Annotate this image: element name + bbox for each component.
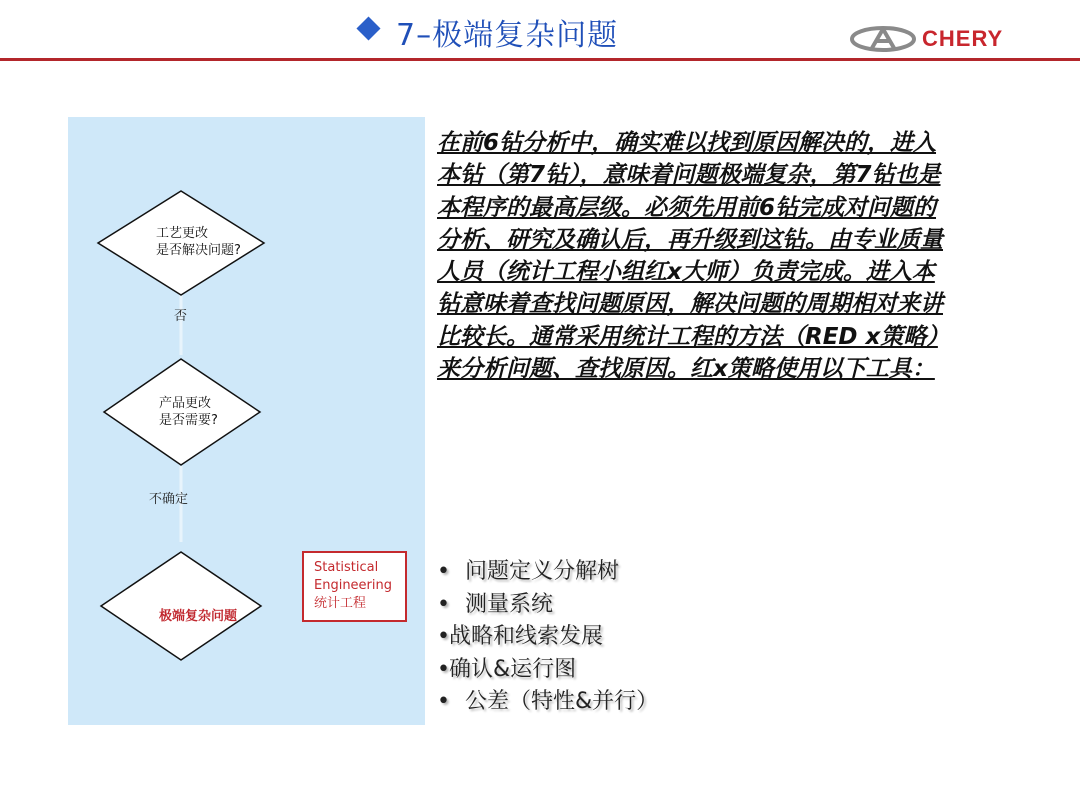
bullet-icon: • [437, 559, 450, 584]
list-item [437, 654, 837, 687]
tool-label: 战略和线索发展 [449, 624, 604, 649]
tool-label: 公差（特性&并行） [465, 689, 659, 714]
list-item [437, 589, 837, 622]
se-line-1: Statistical [314, 560, 379, 575]
diamond-label-1-line2: 是否解决问题? [156, 243, 241, 258]
bullet-icon: • [437, 689, 450, 714]
diamond-label-3: 极端复杂问题 [159, 609, 238, 624]
list-item [437, 621, 837, 654]
list-item [437, 686, 837, 719]
diamond-label-2 [159, 395, 218, 429]
diamond-label-2-line2: 是否需要? [159, 413, 218, 428]
statistical-engineering-box [302, 551, 407, 622]
edge-label-uncertain: 不确定 [149, 492, 189, 507]
flowchart-panel [68, 117, 425, 725]
tools-list [437, 556, 837, 719]
edge-label-no: 否 [174, 309, 188, 324]
logo-wordmark: CHERY [922, 26, 1004, 51]
list-item [437, 556, 837, 589]
header-divider [0, 58, 1080, 61]
flowchart-shapes [68, 117, 425, 725]
se-line-2: Engineering [314, 578, 392, 593]
diamond-label-2-line1: 产品更改 [159, 396, 212, 411]
bullet-icon: • [437, 656, 450, 682]
tool-label: 测量系统 [465, 591, 554, 617]
chery-logo [850, 24, 1040, 54]
bullet-icon: • [437, 591, 450, 617]
slide-header [0, 0, 1080, 62]
bullet-icon: • [437, 624, 450, 649]
se-line-3: 统计工程 [314, 596, 367, 611]
diamond-bullet-icon [356, 16, 380, 40]
description-paragraph: 在前6钻分析中，确实难以找到原因解决的，进入本钻（第7钻），意味着问题极端复杂，第7钻也是本程序的最高层级。必须先用前6钻完成对问题的分析、研究及确认后，再升级到这钻。由专业质量人员（统计工程小组红x大师）负责完成。进入本钻意味着查找问题原因，解决问题的周期相对来讲比较长。通常采用统计工程的方法（RED x策略）来分析问题、查找原因。红x策略使用以下工具： [437, 130, 943, 383]
chery-emblem-icon [850, 24, 916, 54]
tool-label: 确认&运行图 [449, 656, 577, 682]
tool-label: 问题定义分解树 [465, 559, 620, 584]
diamond-label-1-line1: 工艺更改 [156, 226, 209, 241]
slide-title: 7–极端复杂问题 [396, 18, 619, 53]
diamond-label-1 [156, 225, 241, 259]
